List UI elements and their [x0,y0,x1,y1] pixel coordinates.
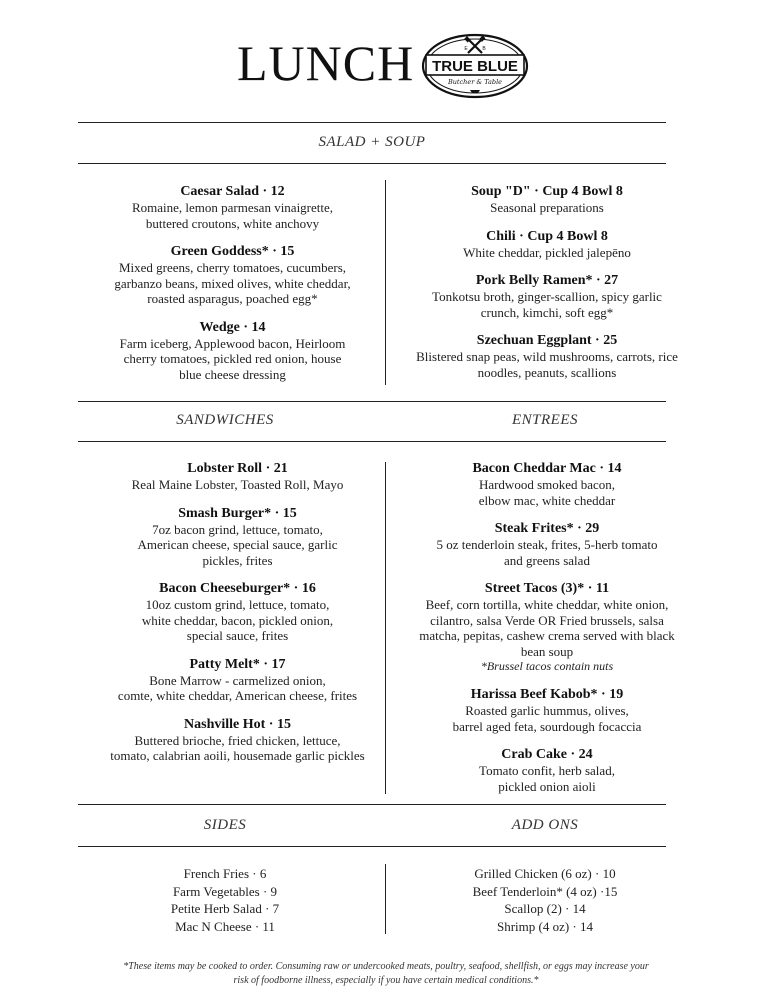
item-desc: 10oz custom grind, lettuce, tomato, [145,597,330,612]
item-desc: barrel aged feta, sourdough focaccia [452,718,642,734]
item-desc: 5 oz tenderloin steak, frites, 5-herb tomato [436,537,658,552]
item-desc: American cheese, special sauce, garlic [137,537,338,552]
menu-item [398,460,696,508]
menu-item [95,460,380,493]
item-desc: white cheddar, bacon, pickled onion, [141,612,334,628]
item-desc: cilantro, salsa Verde OR Fried brussels, salsa [430,612,664,628]
item-name: Bacon Cheeseburger* · 16 [159,581,316,596]
logo-tagline: Butcher & Table [447,78,503,86]
menu-item [398,520,696,568]
item-desc: Romaine, lemon parmesan vinaigrette, [131,200,334,215]
disclaimer-line: *These items may be cooked to order. Consuming raw or undercooked meats, poultry, seafood, shellfish, or eggs may increase your [123,961,649,972]
item-desc: Tomato confit, herb salad, [479,763,615,778]
item-name: Szechuan Eggplant · 25 [476,333,618,348]
page-title: LUNCH [237,35,415,91]
divider [78,163,666,164]
side-item: French Fries · 6 [183,866,267,881]
item-name: Bacon Cheddar Mac · 14 [472,461,622,476]
item-name: Street Tacos (3)* · 11 [484,581,610,596]
item-note: *Brussel tacos contain nuts [480,659,614,673]
item-desc: garbanzo beans, mixed olives, white cheddar, [114,275,351,291]
side-item: Petite Herb Salad · 7 [170,901,280,916]
menu-item [398,686,696,734]
add-on-item: Shrimp (4 oz) · 14 [496,918,594,934]
item-desc: Buttered brioche, fried chicken, lettuce, [134,732,341,748]
menu-item [95,243,370,307]
divider [78,401,666,402]
allergen-disclaimer [98,960,674,988]
menu-item [398,183,696,216]
item-name: Steak Frites* · 29 [494,521,600,536]
item-desc: pickles, frites [202,552,273,568]
side-item: Mac N Cheese · 11 [175,918,275,934]
item-desc: Roasted garlic hummus, olives, [465,703,629,718]
item-desc: matcha, pepitas, cashew crema served with black [419,628,675,643]
menu-item [398,228,696,261]
item-desc: Blistered snap peas, wild mushrooms, carrots, rice [416,349,678,364]
item-desc: special sauce, frites [186,628,289,643]
sides-list [100,865,350,935]
sandwich-column [95,460,380,776]
side-item: Farm Vegetables · 9 [172,883,278,899]
item-desc: Beef, corn tortilla, white cheddar, white onion, [425,597,669,612]
menu-item [398,272,696,320]
logo-name: TRUE BLUE [432,58,518,75]
item-desc: Seasonal preparations [490,200,604,215]
salad-column [95,183,370,394]
item-name: Nashville Hot · 15 [184,716,291,732]
item-desc: bean soup [520,643,574,659]
item-desc: Farm iceberg, Applewood bacon, Heirloom [119,335,346,351]
item-desc: tomato, calabrian aoili, housemade garlic pickles [110,748,365,763]
item-name: Soup "D" · Cup 4 Bowl 8 [471,184,623,199]
section-heading-sandwiches: SANDWICHES [176,412,274,428]
divider [78,846,666,847]
entree-column [398,460,696,806]
item-desc: Hardwood smoked bacon, [478,477,616,492]
menu-item [95,183,370,231]
add-on-item: Beef Tenderloin* (4 oz) ·15 [472,883,618,899]
item-desc: crunch, kimchi, soft egg* [480,304,614,320]
item-desc: Tonkotsu broth, ginger-scallion, spicy garlic [432,289,662,304]
item-name: Lobster Roll · 21 [187,461,288,476]
item-desc: elbow mac, white cheddar [478,492,616,508]
item-name: Harissa Beef Kabob* · 19 [470,687,624,702]
item-desc: pickled onion aioli [498,778,596,794]
item-name: Chili · Cup 4 Bowl 8 [486,228,608,244]
logo-est-left: E [464,46,468,52]
item-desc: buttered croutons, white anchovy [145,215,320,231]
item-desc: Mixed greens, cherry tomatoes, cucumbers, [118,260,347,275]
section-heading-salad-soup: SALAD + SOUP [318,134,426,150]
logo-est-right: B [482,46,486,52]
item-desc: Real Maine Lobster, Toasted Roll, Mayo [131,477,344,492]
section-heading-sides: SIDES [203,817,247,833]
item-desc: comte, white cheddar, American cheese, frites [117,688,358,703]
item-name: Green Goddess* · 15 [170,244,295,259]
menu-item [95,505,380,569]
menu-item [95,580,380,644]
item-desc: roasted asparagus, poached egg* [147,291,318,306]
item-desc: White cheddar, pickled jalepēno [463,244,631,260]
item-name: Patty Melt* · 17 [189,656,286,672]
item-name: Smash Burger* · 15 [178,505,297,521]
menu-item [95,319,370,383]
true-blue-logo [420,33,530,99]
disclaimer-line: risk of foodborne illness, especially if you have certain medical conditions.* [233,975,539,986]
section-heading-entrees: ENTREES [512,412,578,428]
menu-item [95,656,380,704]
item-desc: Bone Marrow - carmelized onion, [149,672,326,688]
column-divider [385,180,386,385]
section-heading-add-ons: ADD ONS [511,817,579,833]
item-desc: and greens salad [504,552,590,568]
soup-column [398,183,696,392]
item-name: Pork Belly Ramen* · 27 [475,273,619,288]
menu-item [398,580,696,674]
menu-item [398,746,696,794]
item-desc: cherry tomatoes, pickled red onion, house [123,351,342,366]
add-on-item: Grilled Chicken (6 oz) · 10 [474,866,616,881]
column-divider [385,864,386,934]
add-ons-list [420,865,670,935]
divider [78,122,666,123]
item-desc: 7oz bacon grind, lettuce, tomato, [152,521,323,537]
divider [78,441,666,442]
item-name: Caesar Salad · 12 [180,184,285,199]
add-on-item: Scallop (2) · 14 [504,901,586,916]
menu-item [398,332,696,380]
column-divider [385,462,386,794]
item-desc: noodles, peanuts, scallions [477,364,617,380]
item-name: Wedge · 14 [199,319,266,335]
item-desc: blue cheese dressing [179,366,286,382]
menu-item [95,716,380,764]
item-name: Crab Cake · 24 [501,747,593,762]
